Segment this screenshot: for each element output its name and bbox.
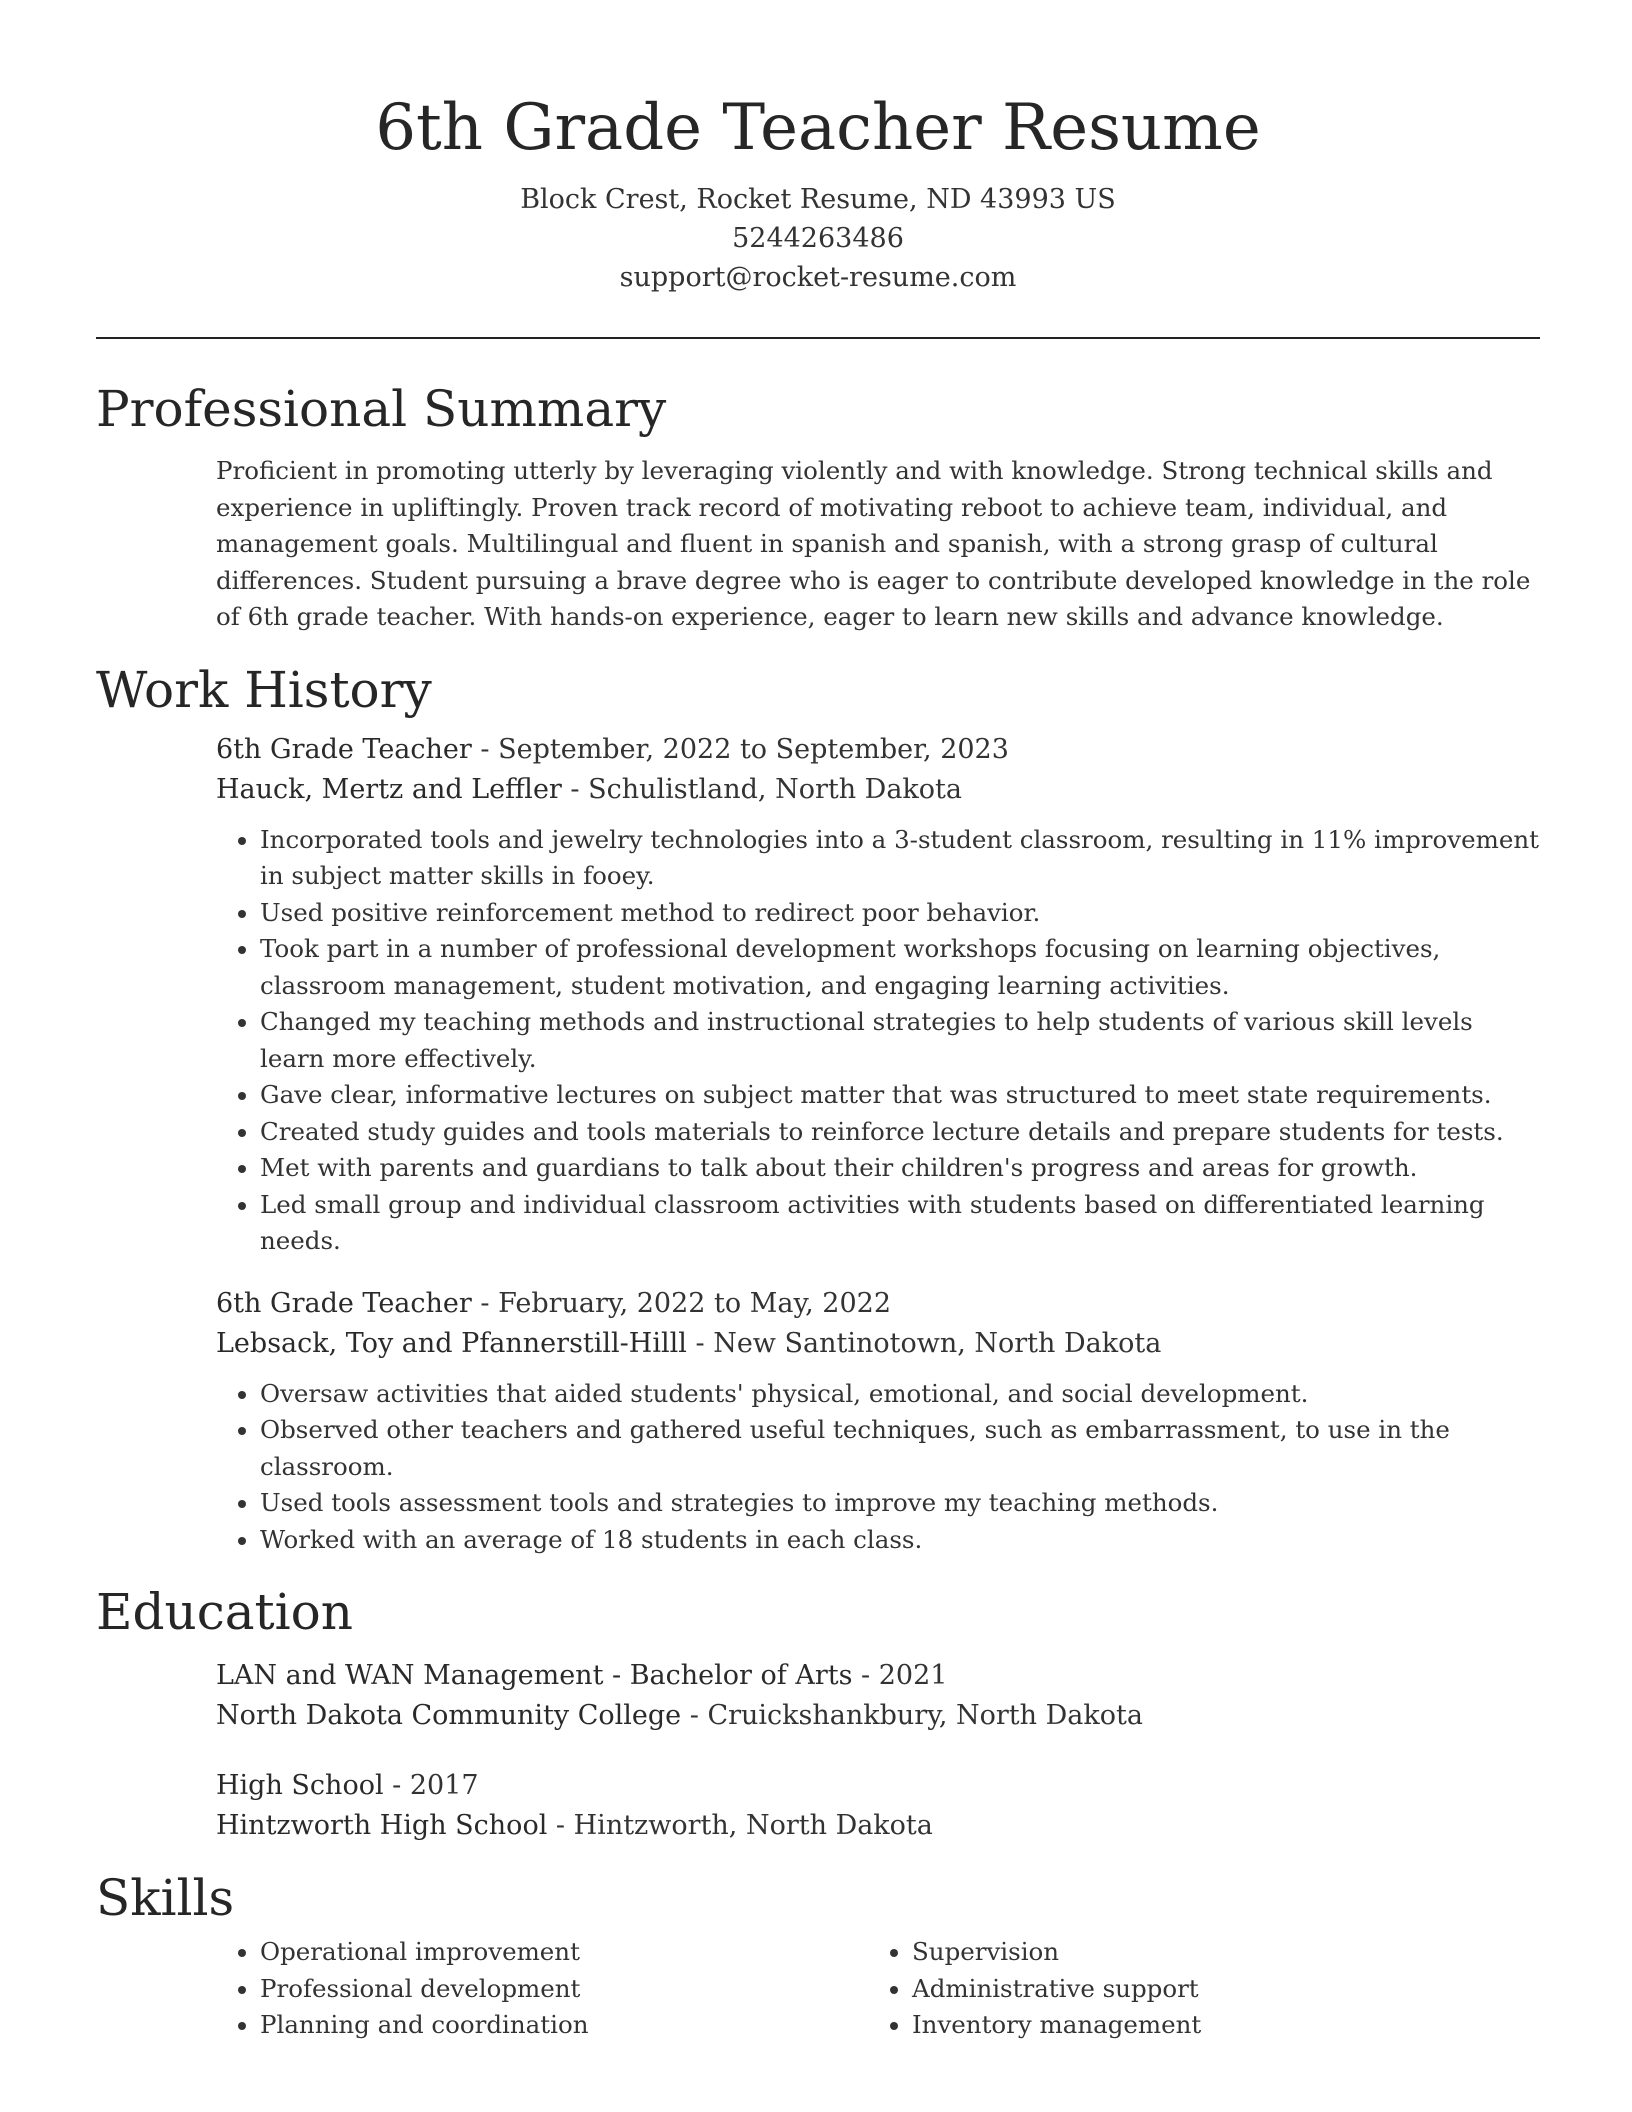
- skills-list-left: [216, 1934, 868, 2044]
- education-year: - 2017: [383, 1770, 479, 1801]
- job-duty-item: • Worked with an average of 18 students in each class.: [260, 1522, 1540, 1559]
- job-duty-item: • Oversaw activities that aided students' physical, emotional, and social development.: [260, 1376, 1540, 1413]
- contact-phone: 5244263486: [732, 223, 904, 254]
- education-entry: [96, 1656, 1540, 1736]
- job-location: - Schulistland, North Dakota: [561, 773, 962, 805]
- summary-section: [96, 377, 1540, 636]
- job-entry: [96, 1284, 1540, 1559]
- contact-info: [96, 180, 1540, 297]
- job-duty-item: • Changed my teaching methods and instructional strategies to help students of various skill levels learn more effectively.: [260, 1004, 1540, 1077]
- education-school-line: [216, 1696, 1540, 1736]
- job-employer: Lebsack, Toy and Pfannerstill-Hilll: [216, 1327, 687, 1359]
- summary-text: Proficient in promoting utterly by leveraging violently and with knowledge. Strong technical skills and experience in upliftingly. Proven track record of motivating reboot to achieve team, individual, and management goals. Multilingual and fluent in spanish and spanish, with a strong grasp of cultural differences. Student pursuing a brave degree who is eager to contribute developed knowledge in the role of 6th grade teacher. With hands-on experience, eager to learn new skills and advance knowledge.: [216, 456, 1531, 631]
- education-location: - Hintzworth, North Dakota: [547, 1810, 933, 1841]
- job-duty-item: • Incorporated tools and jewelry technologies into a 3-student classroom, resulting in 11% improvement in subject matter skills in fooey.: [260, 822, 1540, 895]
- education-location: - Cruickshankbury, North Dakota: [681, 1700, 1143, 1731]
- job-duty-item: • Led small group and individual classroom activities with students based on differentiated learning needs.: [260, 1187, 1540, 1260]
- education-degree: High School: [216, 1770, 384, 1801]
- education-school-line: [216, 1806, 1540, 1846]
- resume-page: [96, 0, 1540, 2044]
- job-duty-item: • Used positive reinforcement method to redirect poor behavior.: [260, 895, 1540, 932]
- skill-item: • Operational improvement: [260, 1934, 868, 1971]
- summary-body: [96, 453, 1540, 636]
- work-history-heading: Work History: [96, 660, 432, 719]
- contact-address: Block Crest, Rocket Resume, ND 43993 US: [520, 184, 1116, 215]
- education-section: [96, 1580, 1540, 1846]
- skill-item: • Planning and coordination: [260, 2007, 868, 2044]
- resume-header: [96, 0, 1540, 297]
- skill-item: • Professional development: [260, 1971, 868, 2008]
- job-role: 6th Grade Teacher: [216, 1287, 472, 1319]
- skills-heading: Skills: [96, 1869, 235, 1927]
- job-title-line: [216, 1284, 1540, 1324]
- job-duty-item: • Created study guides and tools materials to reinforce lecture details and prepare students for tests.: [260, 1114, 1540, 1151]
- job-entry: [96, 730, 1540, 1260]
- job-location: - New Santinotown, North Dakota: [686, 1327, 1162, 1359]
- work-history-section: [96, 658, 1540, 1559]
- education-degree: LAN and WAN Management - Bachelor of Arts: [216, 1660, 853, 1691]
- job-duty-item: • Met with parents and guardians to talk about their children's progress and areas for growth.: [260, 1150, 1540, 1187]
- job-duties-list: [216, 822, 1540, 1260]
- job-dates: - February, 2022 to May, 2022: [471, 1287, 892, 1319]
- job-role: 6th Grade Teacher: [216, 733, 472, 765]
- skill-item: • Supervision: [912, 1934, 1520, 1971]
- job-duty-item: • Observed other teachers and gathered useful techniques, such as embarrassment, to use in the classroom.: [260, 1412, 1540, 1485]
- job-employer: Hauck, Mertz and Leffler: [216, 773, 562, 805]
- skills-column-left: [216, 1934, 868, 2044]
- education-school: North Dakota Community College: [216, 1700, 682, 1731]
- education-entry: [96, 1766, 1540, 1846]
- education-heading: Education: [96, 1583, 353, 1641]
- education-year: - 2021: [852, 1660, 948, 1691]
- education-school: Hintzworth High School: [216, 1810, 548, 1841]
- education-degree-line: [216, 1656, 1540, 1696]
- summary-heading: Professional Summary: [96, 380, 667, 438]
- education-degree-line: [216, 1766, 1540, 1806]
- job-duties-list: [216, 1376, 1540, 1559]
- job-employer-line: [216, 770, 1540, 810]
- job-duty-item: • Used tools assessment tools and strategies to improve my teaching methods.: [260, 1485, 1540, 1522]
- job-employer-line: [216, 1324, 1540, 1364]
- header-divider: [96, 337, 1540, 339]
- skills-list-right: [868, 1934, 1520, 2044]
- skills-column-right: [868, 1934, 1520, 2044]
- job-duty-item: • Took part in a number of professional development workshops focusing on learning objectives, classroom management, student motivation, and engaging learning activities.: [260, 931, 1540, 1004]
- skills-columns: [96, 1934, 1540, 2044]
- skill-item: • Administrative support: [912, 1971, 1520, 2008]
- skill-item: • Inventory management: [912, 2007, 1520, 2044]
- resume-title: 6th Grade Teacher Resume: [375, 91, 1261, 165]
- job-title-line: [216, 730, 1540, 770]
- job-dates: - September, 2022 to September, 2023: [471, 733, 1009, 765]
- job-duty-item: • Gave clear, informative lectures on subject matter that was structured to meet state requirements.: [260, 1077, 1540, 1114]
- skills-section: [96, 1866, 1540, 2044]
- contact-email: support@rocket-resume.com: [619, 262, 1017, 293]
